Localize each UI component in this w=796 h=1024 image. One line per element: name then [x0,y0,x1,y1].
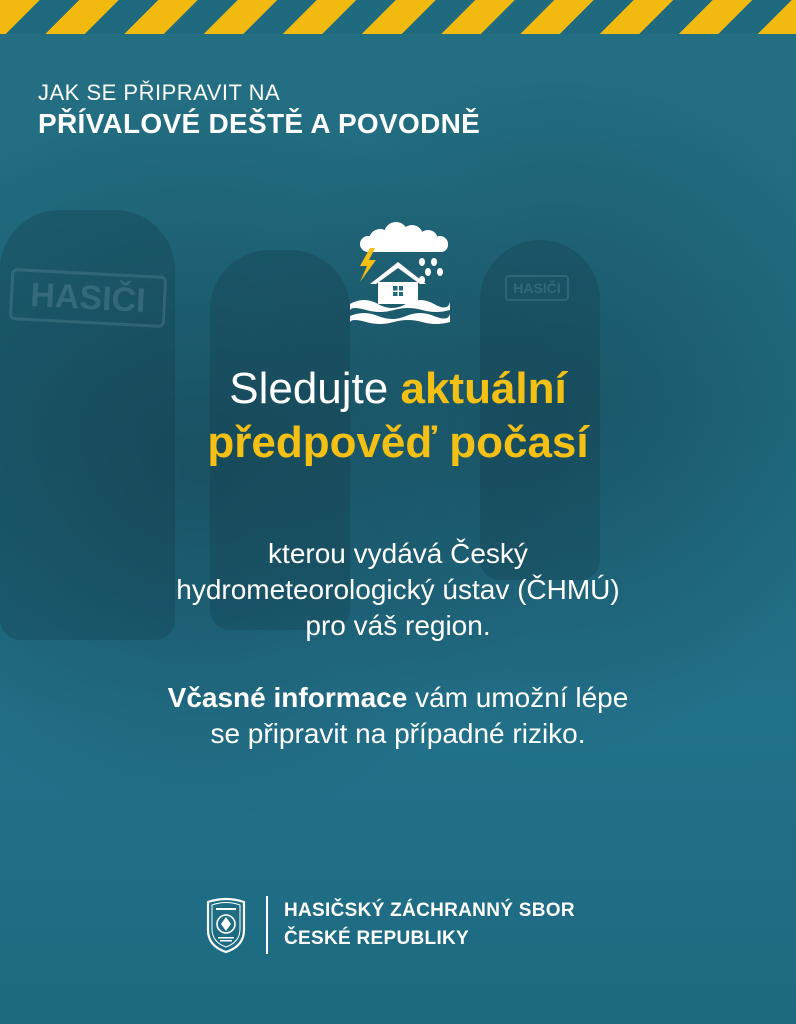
body-bold: Včasné informace [167,682,408,713]
organization-line: HASIČSKÝ ZÁCHRANNÝ SBOR [284,900,575,921]
body-line: vám umožní lépe [407,682,629,713]
body-paragraph [0,536,796,644]
headline-text: Sledujte [229,364,401,413]
body-line: hydrometeorologický ústav (ČHMÚ) [176,574,620,605]
body-line: kterou vydává Český [268,538,528,569]
footer-divider [266,896,268,954]
page-title: PŘÍVALOVÉ DEŠTĚ A POVODNĚ [38,108,481,139]
background-vest-label: HASIČI [9,268,168,328]
footer [204,894,575,956]
headline [0,362,796,470]
body-paragraph [0,680,796,752]
hzs-emblem-icon [204,896,248,954]
body-line: se připravit na případné riziko. [210,718,586,749]
headline-accent: předpověď počasí [207,418,589,467]
body-line: pro váš region. [305,610,491,641]
headline-accent: aktuální [400,364,567,413]
background-vest-label: HASIČI [505,275,569,301]
storm-flood-house-icon [340,222,456,328]
header-kicker: JAK SE PŘIPRAVIT NA [38,80,281,105]
warning-stripes [0,0,796,34]
organization-line: ČESKÉ REPUBLIKY [284,928,470,949]
organization-name [284,897,575,953]
header [38,80,480,142]
